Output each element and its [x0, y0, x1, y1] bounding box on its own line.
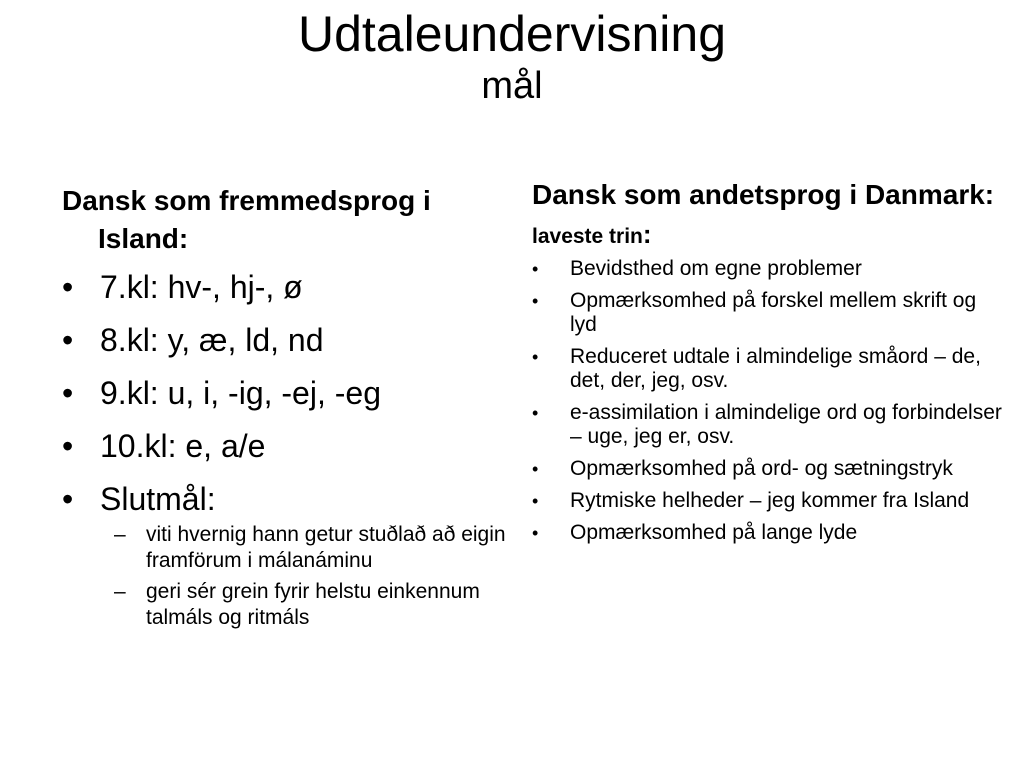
list-item — [532, 257, 1002, 281]
sub-list-item — [114, 522, 512, 574]
slide-title: Udtaleundervisning — [297, 6, 727, 62]
list-item — [62, 428, 512, 464]
right-subheading — [532, 220, 1002, 251]
list-item — [532, 401, 1002, 449]
bullet-icon: • — [532, 523, 539, 543]
list-item — [532, 345, 1002, 393]
slide-title-block — [0, 0, 1024, 108]
list-item — [532, 521, 1002, 545]
list-item — [532, 289, 1002, 337]
list-item-text: Slutmål: — [100, 481, 216, 517]
bullet-icon: • — [532, 403, 539, 423]
list-item-text: Rytmiske helheder – jeg kommer fra Island — [570, 489, 970, 512]
bullet-icon: • — [62, 322, 74, 358]
right-subheading-colon: : — [642, 219, 652, 249]
right-subheading-text: laveste trin — [532, 225, 643, 248]
left-heading: Dansk som fremmedsprog i Island: — [62, 185, 431, 254]
left-bullet-list — [62, 269, 512, 517]
bullet-icon: • — [62, 269, 74, 305]
dash-icon: – — [114, 580, 126, 603]
bullet-icon: • — [532, 459, 539, 479]
bullet-icon: • — [532, 291, 539, 311]
left-column — [62, 182, 512, 636]
sub-list-item-text: viti hvernig hann getur stuðlað að eigin framförum i málanáminu — [146, 523, 506, 572]
list-item-text: Opmærksomhed på lange lyde — [570, 521, 858, 544]
list-item-text: Bevidsthed om egne problemer — [570, 257, 862, 280]
list-item-text: Opmærksomhed på forskel mellem skrift og lyd — [570, 289, 977, 336]
list-item-text: e-assimilation i almindelige ord og forbindelser – uge, jeg er, osv. — [570, 401, 1002, 448]
bullet-icon: • — [532, 491, 539, 511]
list-item-text: 10.kl: e, a/e — [100, 428, 266, 464]
bullet-icon: • — [62, 428, 74, 464]
list-item — [532, 457, 1002, 481]
bullet-icon: • — [532, 259, 539, 279]
list-item — [62, 322, 512, 358]
list-item-text: 7.kl: hv-, hj-, ø — [100, 269, 303, 305]
list-item — [62, 375, 512, 411]
slide-subtitle: mål — [481, 65, 543, 107]
list-item-text: Opmærksomhed på ord- og sætningstryk — [570, 457, 953, 480]
list-item — [532, 489, 1002, 513]
dash-icon: – — [114, 523, 126, 546]
bullet-icon: • — [62, 481, 74, 517]
list-item — [62, 269, 512, 305]
list-item-text: 8.kl: y, æ, ld, nd — [100, 322, 324, 358]
bullet-icon: • — [62, 375, 74, 411]
sub-list-item — [114, 579, 512, 631]
bullet-icon: • — [532, 347, 539, 367]
list-item-text: Reduceret udtale i almindelige småord – de, det, der, jeg, osv. — [570, 345, 981, 392]
sub-list-item-text: geri sér grein fyrir helstu einkennum talmáls og ritmáls — [146, 580, 480, 629]
right-column — [532, 178, 1002, 545]
right-bullet-list — [532, 257, 1002, 545]
list-item-text: 9.kl: u, i, -ig, -ej, -eg — [100, 375, 381, 411]
right-heading: Dansk som andetsprog i Danmark: — [532, 179, 995, 210]
left-sub-list — [62, 522, 512, 631]
list-item — [62, 481, 512, 517]
